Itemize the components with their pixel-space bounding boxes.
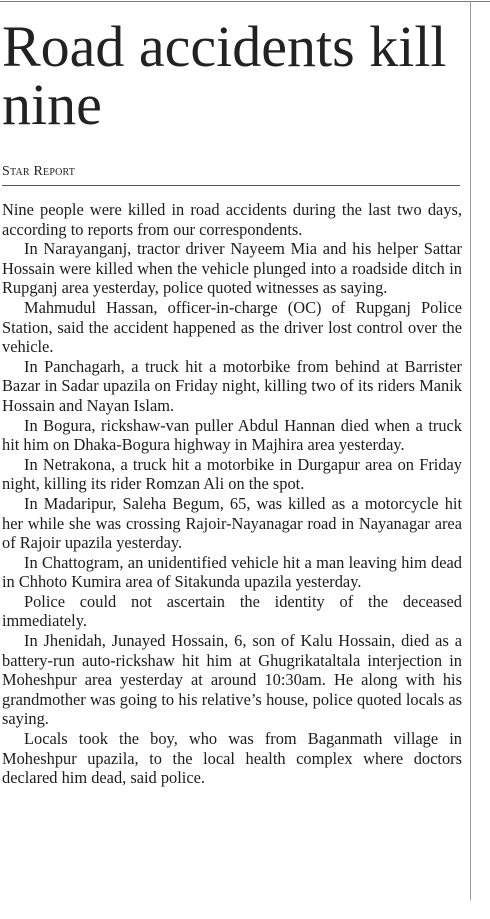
paragraph: In Narayanganj, tractor driver Nayeem Mia and his helper Sattar Hossain were killed when the vehicle plunged into a roadside ditch in Rupganj area yesterday, police quoted witnesses as saying. [2, 239, 462, 298]
byline: Star Report [2, 164, 76, 179]
paragraph: In Bogura, rickshaw-van puller Abdul Hannan died when a truck hit him on Dhaka-Bogura highway in Majhira area yesterday. [2, 415, 462, 455]
paragraph: In Jhenidah, Junayed Hossain, 6, son of Kalu Hossain, died as a battery-run auto-rickshaw hit him at Ghugrikataltala interjection in Moheshpur area yesterday at around 10:30am. He along with his grandmother was going to his relative’s house, police quoted locals as saying. [2, 631, 462, 729]
paragraph: In Chattogram, an unidentified vehicle hit a man leaving him dead in Chhoto Kumira area of Sitakunda upazila yesterday. [2, 552, 462, 592]
paragraph: In Madaripur, Saleha Begum, 65, was killed as a motorcycle hit her while she was crossing Rajoir-Nayanagar road in Nayanagar area of Rajoir upazila yesterday. [2, 493, 462, 553]
paragraph: In Panchagarh, a truck hit a motorbike from behind at Barrister Bazar in Sadar upazila on Friday night, killing two of its riders Manik Hossain and Nayan Islam. [2, 356, 462, 415]
column-divider-rule [470, 1, 471, 900]
paragraph: In Netrakona, a truck hit a motorbike in Durgapur area on Friday night, killing its rider Romzan Ali on the spot. [2, 454, 462, 494]
paragraph: Nine people were killed in road accidents during the last two days, according to reports from our correspondents. [2, 200, 462, 239]
paragraph: Locals took the boy, who was from Baganmath village in Moheshpur upazila, to the local health complex where doctors declared him dead, said police. [2, 729, 462, 788]
paragraph: Mahmudul Hassan, officer-in-charge (OC) of Rupganj Police Station, said the accident happened as the driver lost control over the vehicle. [2, 297, 462, 357]
top-border-rule [0, 1, 490, 2]
paragraph: Police could not ascertain the identity of the deceased immediately. [2, 591, 462, 631]
article-body [2, 200, 462, 788]
headline: Road accidents kill nine [2, 14, 447, 137]
byline-divider [2, 185, 460, 186]
